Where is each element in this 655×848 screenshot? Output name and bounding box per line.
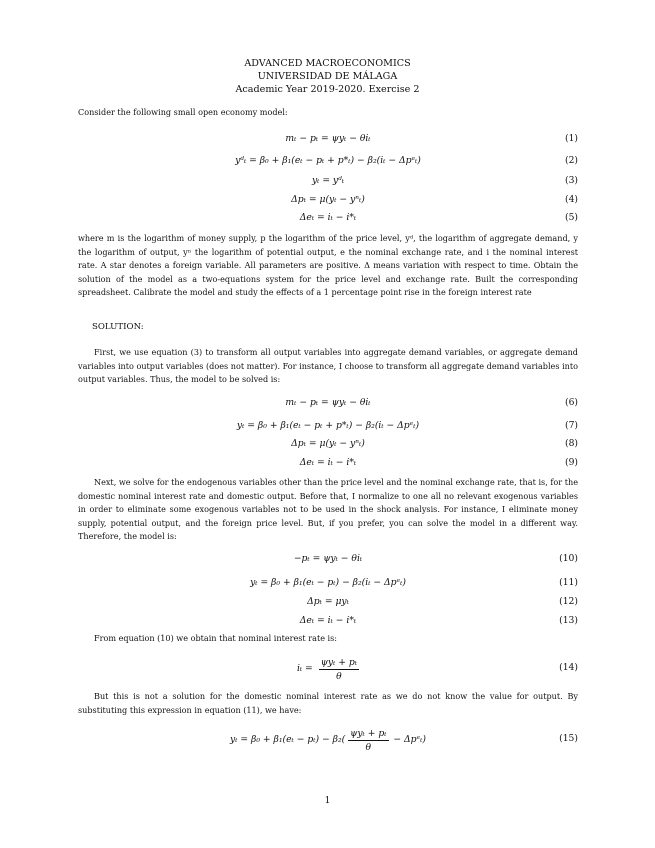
equation-number: (1) [564,133,578,144]
equation-5 [78,211,578,225]
fraction-denominator: θ [365,741,372,753]
equation-lhs: iₜ = [296,663,313,674]
solution-paragraph-2: Next, we solve for the endogenous variables other than the price level and the nominal exchange rate, that is, for the domestic nominal interest rate and domestic output. Before that, I normalize to one all no relevant exogenous variables in order to eliminate some exogenous variables not to be used in the shock analysis. For instance, I eliminate money supply, potential output, and the foreign price level. But, if you prefer, you can solve the model in a different way. Therefore, the model is: [78,477,578,542]
equation-number: (2) [564,155,578,166]
exercise-title: Academic Year 2019-2020. Exercise 2 [235,84,420,95]
equation-7 [78,419,578,433]
equation-expr: Δeₜ = iₜ − i*ₜ [299,615,357,626]
equation-expr: yₜ = β₀ + β₁(eₜ − pₜ) − β₂(iₜ − Δpᵉₜ) [250,577,406,588]
equation-expr: −pₜ = ψyₜ − θiₜ [293,553,363,564]
equation-number: (14) [559,662,578,673]
solution-paragraph-4: But this is not a solution for the domestic nominal interest rate as we do not know the value for output. By substituting this expression in equation (11), we have: [78,691,578,715]
solution-paragraph-3: From equation (10) we obtain that nominal interest rate is: [94,633,338,643]
equation-expr: Δpₜ = μyₜ [307,596,349,607]
equation-9 [78,456,578,470]
fraction [348,727,388,754]
fraction-numerator: ψyₜ + pₜ [350,727,387,739]
equation-8 [78,437,578,451]
university-name: UNIVERSIDAD DE MÁLAGA [257,71,398,82]
equation-number: (13) [559,615,578,626]
equation-number: (15) [559,733,578,744]
equation-1 [78,132,578,146]
equation-expr: Δpₜ = μ(yₜ − yⁿₜ) [291,194,365,205]
equation-number: (4) [564,194,578,205]
model-description: where m is the logarithm of money supply, p the logarithm of the price level, yᵈ, the logarithm of aggregate demand, y the logarithm of output, yⁿ the logarithm of potential output, e the nominal exchange rate, and i the nominal interest rate. A star denotes a foreign variable. All parameters are positive. Δ means variation with respect to time. Obtain the solution of the model as a two-equations system for the price level and exchange rate. Built the corresponding spreadsheet. Calibrate the model and study the effects of a 1 percentage point rise in the foreign interest rate [78,233,578,298]
equation-number: (3) [564,175,578,186]
equation-14 [78,652,578,686]
equation-expr: mₜ − pₜ = ψyₜ − θiₜ [285,133,371,144]
equation-number: (5) [564,212,578,223]
equation-expr: mₜ − pₜ = ψyₜ − θiₜ [285,397,371,408]
equation-expr: yₜ = yᵈₜ [311,175,345,186]
equation-number: (10) [559,553,578,564]
equation-number: (6) [564,397,578,408]
equation-expr: Δpₜ = μ(yₜ − yⁿₜ) [291,438,365,449]
equation-expr: Δeₜ = iₜ − i*ₜ [299,457,357,468]
equation-12 [78,595,578,609]
equation-10 [78,552,578,566]
equation-number: (9) [564,457,578,468]
equation-number: (11) [559,577,578,588]
fraction-numerator: ψyₜ + pₜ [320,656,358,668]
equation-expr: yᵈₜ = β₀ + β₁(eₜ − pₜ + p*ₜ) − β₂(iₜ − Δpᵉₜ) [235,155,421,166]
solution-heading: SOLUTION: [92,322,144,332]
equation-2 [78,154,578,168]
equation-6 [78,396,578,410]
equation-number: (8) [564,438,578,449]
equation-4 [78,193,578,207]
equation-lhs: yₜ = β₀ + β₁(eₜ − pₜ) − β₂( [230,734,346,745]
equation-expr: Δeₜ = iₜ − i*ₜ [299,212,357,223]
solution-paragraph-1: First, we use equation (3) to transform all output variables into aggregate demand variables, or aggregate demand variables into output variables (does not matter). For instance, I choose to transform all aggregate demand variables into output variables. Thus, the model to be solved is: [78,347,578,385]
equation-number: (12) [559,596,578,607]
equation-13 [78,614,578,628]
equation-number: (7) [564,420,578,431]
equation-3 [78,174,578,188]
page-number: 1 [324,796,331,806]
equation-11 [78,576,578,590]
equation-15 [78,723,578,757]
fraction [319,656,359,683]
equation-rhs: − Δpᵉₜ) [393,734,426,745]
equation-expr: yₜ = β₀ + β₁(eₜ − pₜ + p*ₜ) − β₂(iₜ − Δpᵉₜ) [236,420,420,431]
intro-text: Consider the following small open economy model: [78,107,288,117]
fraction-denominator: θ [336,670,342,682]
course-title: ADVANCED MACROECONOMICS [244,58,411,69]
